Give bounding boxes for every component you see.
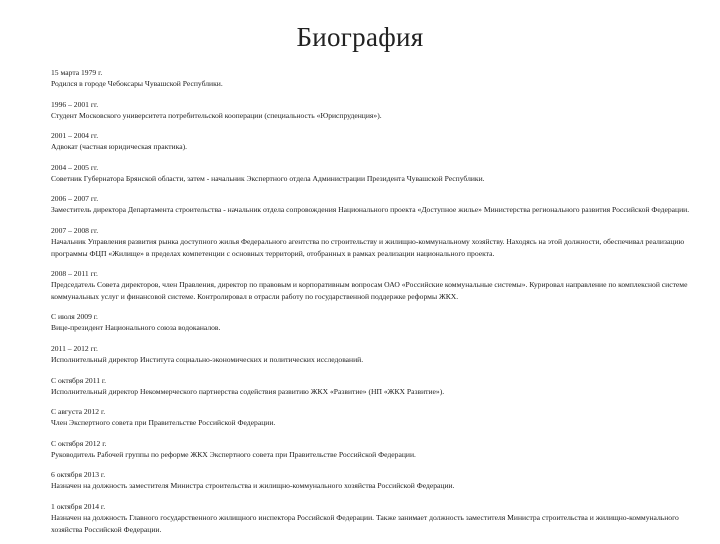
bio-entry-date: 1996 – 2001 гг. — [51, 99, 99, 109]
bio-entry — [51, 438, 691, 461]
bio-entry — [51, 225, 691, 259]
bio-entry — [51, 343, 691, 366]
bio-entry — [51, 311, 691, 334]
bio-entry-date: 2006 – 2007 гг. — [51, 194, 99, 204]
bio-entry — [51, 99, 691, 122]
bio-entry-text: Назначен на должность заместителя Министра строительства и жилищно-коммунального хозяйства Российской Федерации. — [51, 481, 455, 491]
bio-entry — [51, 501, 691, 535]
bio-entry — [51, 67, 691, 90]
bio-entry-text: Начальник Управления развития рынка доступного жилья Федерального агентства по строительству и жилищно-коммунальному хозяйству. Находясь на этой должности, обеспечивал реализацию программы ФЦП «Жилище» в пределах компетенции с основных территорий, отобранных в рамках реализации национального проекта. — [51, 236, 685, 258]
bio-entry-text: Заместитель директора Департамента строительства - начальник отдела сопровождения Национального проекта «Доступное жилье» Министерства регионального развития Российской Федерации. — [51, 205, 690, 215]
bio-entry — [51, 162, 691, 185]
bio-entry-date: С октября 2011 г. — [51, 375, 107, 385]
bio-entry-text: Советник Губернатора Брянской области, затем - начальник Экспертного отдела Администрации Президента Чувашской Республики. — [51, 173, 485, 183]
bio-entry — [51, 375, 691, 398]
bio-entry-date: 2011 – 2012 гг. — [51, 343, 98, 353]
bio-entry-date: С августа 2012 г. — [51, 407, 106, 417]
bio-entry-date: 1 октября 2014 г. — [51, 501, 106, 511]
bio-entry — [51, 193, 691, 216]
bio-entry-text: Руководитель Рабочей группы по реформе ЖКХ Экспертного совета при Правительстве Российской Федерации. — [51, 449, 416, 459]
bio-entry — [51, 268, 691, 302]
bio-entry-date: 2004 – 2005 гг. — [51, 162, 99, 172]
bio-entry — [51, 130, 691, 153]
bio-entry-text: Вице-президент Национального союза водоканалов. — [51, 323, 221, 333]
biography-list — [51, 67, 691, 544]
slide-title: Биография — [296, 22, 424, 52]
bio-entry — [51, 406, 691, 429]
bio-entry-text: Родился в городе Чебоксары Чувашской Республики. — [51, 79, 223, 88]
bio-entry-date: 6 октября 2013 г. — [51, 470, 106, 480]
bio-entry-text: Член Экспертного совета при Правительстве Российской Федерации. — [51, 418, 276, 428]
bio-entry-date: 2007 – 2008 гг. — [51, 225, 99, 235]
bio-entry-date: С октября 2012 г. — [51, 438, 107, 448]
bio-entry-text: Исполнительный директор Некоммерческого партнерства содействия развитию ЖКХ «Развитие» (НП «ЖКХ Развитие»). — [51, 386, 445, 396]
bio-entry-date: С июля 2009 г. — [51, 312, 98, 322]
bio-entry-date: 2001 – 2004 гг. — [51, 131, 99, 141]
bio-entry-text: Исполнительный директор Института социально-экономических и политических исследований. — [51, 354, 364, 364]
bio-entry — [51, 469, 691, 492]
bio-entry-text: Адвокат (частная юридическая практика). — [51, 142, 187, 152]
bio-entry-text: Студент Московского университета потребительской кооперации (специальность «Юриспруденция»). — [51, 110, 382, 120]
bio-entry-text: Председатель Совета директоров, член Правления, директор по правовым и корпоративным вопросам ОАО «Российские коммунальные системы». Курировал направление по комплексной системе коммунальных услуг и финансовой системе. Контролировал в отрасли работу по государственной поддержке реформы ЖКХ. — [51, 280, 688, 301]
bio-entry-date: 15 марта 1979 г. — [51, 68, 103, 77]
bio-entry-date: 2008 – 2011 гг. — [51, 269, 98, 279]
bio-entry-text: Назначен на должность Главного государственного жилищного инспектора Российской Федерации. Также занимает должность заместителя Министра строительства и жилищно-коммунального хозяйства Российской Федерации. — [51, 512, 679, 534]
